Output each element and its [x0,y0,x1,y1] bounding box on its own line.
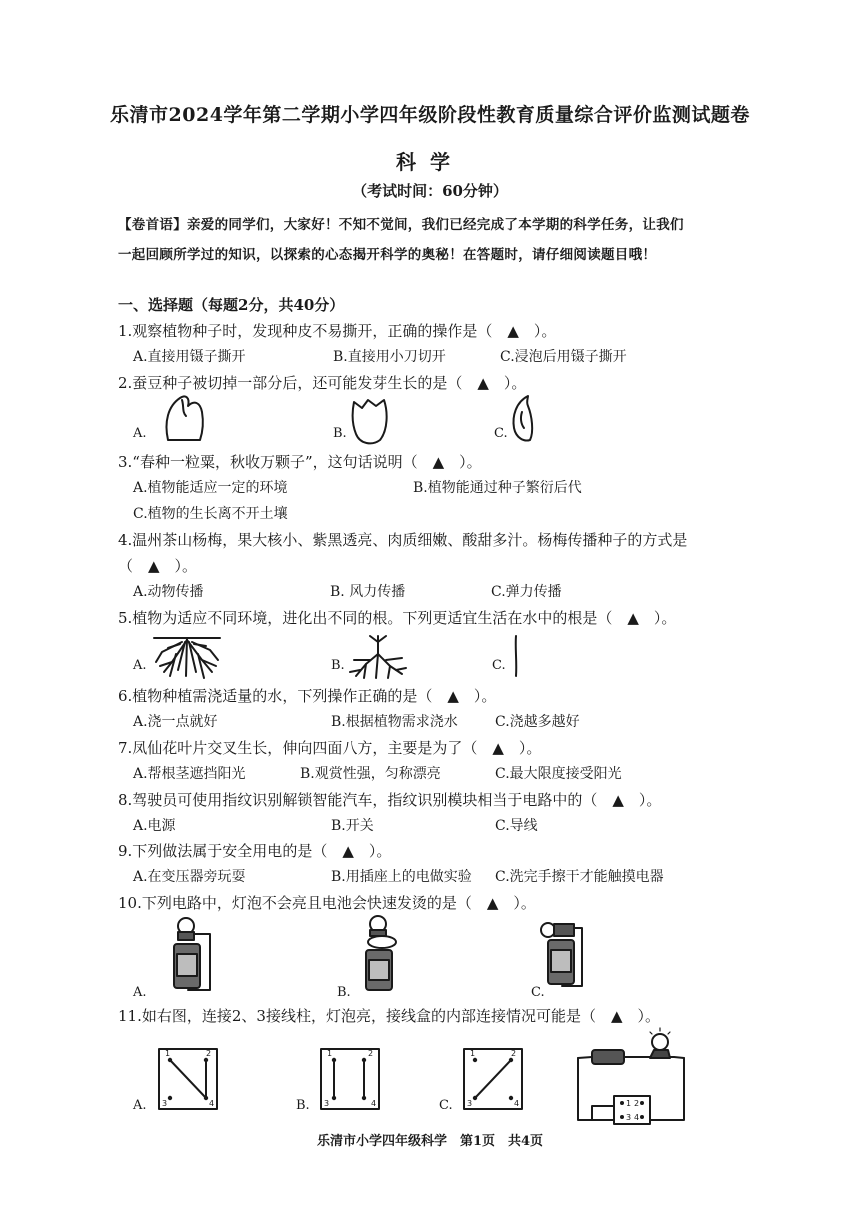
question-10-stem: 10.下列电路中，灯泡不会亮且电池会快速发烫的是（ ▲ ）。 [118,894,536,912]
page-footer: 乐清市小学四年级科学 第1页 共4页 [316,1134,544,1149]
circuit-b-image [358,914,408,994]
question-1-option-a: A.直接用镊子撕开 [133,349,246,365]
junction-box-a-image [158,1048,218,1110]
terminal-3-label: 3 [162,1099,168,1108]
question-11-stem: 11.如右图，连接2、3接线柱，灯泡亮，接线盒的内部连接情况可能是（ ▲ ）。 [118,1007,660,1025]
question-1-option-c: C.浸泡后用镊子撕开 [500,349,627,365]
question-7-option-c: C.最大限度接受阳光 [495,766,622,782]
question-8-option-a: A.电源 [133,818,176,834]
question-4-option-a: A.动物传播 [133,584,204,600]
circuit-c-image [538,914,588,994]
question-10-option-b: B. [337,985,351,1000]
terminal-4-label: 4 [634,1113,640,1122]
terminal-3-label: 3 [324,1099,330,1108]
question-8-stem: 8.驾驶员可使用指纹识别解锁智能汽车，指纹识别模块相当于电路中的（ ▲ ）。 [118,791,662,809]
terminal-4-label: 4 [514,1099,520,1108]
question-4-option-c: C.弹力传播 [491,584,562,600]
question-7-stem: 7.凤仙花叶片交叉生长，伸向四面八方，主要是为了（ ▲ ）。 [118,739,542,757]
question-10-option-a: A. [133,985,147,1000]
terminal-1-label: 1 [470,1049,476,1058]
subject-title: 科学 [396,150,464,174]
terminal-4-label: 4 [371,1099,377,1108]
question-5-option-a: A. [133,658,147,673]
seed-c-image [508,392,538,446]
question-2-option-c: C. [494,426,508,441]
terminal-1-label: 1 [626,1099,632,1108]
question-3-option-a: A.植物能适应一定的环境 [133,480,288,496]
intro-line-2: 一起回顾所学过的知识，以探索的心态揭开科学的奥秘！在答题时，请仔细阅读题目哦！ [118,247,657,263]
terminal-1-label: 1 [165,1049,171,1058]
question-6-option-b: B.根据植物需求浇水 [331,714,458,730]
question-9-option-b: B.用插座上的电做实验 [331,869,472,885]
section-heading: 一、选择题（每题2分，共40分） [118,296,345,314]
question-1-option-b: B.直接用小刀切开 [333,349,446,365]
question-7-option-a: A.帮根茎遮挡阳光 [133,766,246,782]
terminal-3-label: 3 [626,1113,632,1122]
terminal-2-label: 2 [206,1049,212,1058]
circuit-a-image [168,914,218,994]
question-6-option-a: A.浇一点就好 [133,714,218,730]
question-7-option-b: B.观赏性强，匀称漂亮 [300,766,441,782]
question-3-option-c: C.植物的生长离不开土壤 [133,506,288,522]
question-4-stem: 4.温州茶山杨梅，果大核小、紫黑透亮、肉质细嫩、酸甜多汁。杨梅传播种子的方式是 [118,531,688,549]
junction-box-b-image [320,1048,380,1110]
junction-box-c-image [463,1048,523,1110]
exam-time: （考试时间：60分钟） [352,182,508,200]
intro-line-1: 【卷首语】亲爱的同学们，大家好！不知不觉间，我们已经完成了本学期的科学任务，让我们 [118,217,684,233]
question-6-stem: 6.植物种植需浇适量的水，下列操作正确的是（ ▲ ）。 [118,687,497,705]
reference-circuit-image [574,1026,690,1124]
question-5-option-c: C. [492,658,506,673]
straight-root-image [510,634,522,678]
terminal-1-label: 1 [327,1049,333,1058]
question-1-stem: 1.观察植物种子时，发现种皮不易撕开，正确的操作是（ ▲ ）。 [118,322,557,340]
question-9-option-c: C.洗完手擦干才能触摸电器 [495,869,664,885]
terminal-2-label: 2 [368,1049,374,1058]
seed-b-image [350,396,390,446]
question-9-stem: 9.下列做法属于安全用电的是（ ▲ ）。 [118,842,392,860]
question-11-option-b: B. [296,1098,310,1113]
question-10-option-c: C. [531,985,545,1000]
question-3-option-b: B.植物能通过种子繁衍后代 [413,480,582,496]
question-3-stem: 3.“春种一粒粟，秋收万颗子”，这句话说明（ ▲ ）。 [118,453,482,471]
terminal-2-label: 2 [511,1049,517,1058]
question-11-option-a: A. [133,1098,147,1113]
question-11-option-c: C. [439,1098,453,1113]
question-2-option-a: A. [133,426,147,441]
question-8-option-c: C.导线 [495,818,538,834]
exam-title: 乐清市2024学年第二学期小学四年级阶段性教育质量综合评价监测试题卷 [110,104,750,126]
seed-a-image [160,392,210,444]
question-5-stem: 5.植物为适应不同环境，进化出不同的根。下列更适宜生活在水中的根是（ ▲ ）。 [118,609,677,627]
question-4-option-b: B. 风力传播 [330,584,406,600]
question-8-option-b: B.开关 [331,818,374,834]
fibrous-root-image [152,632,222,680]
question-2-option-b: B. [333,426,347,441]
question-2-stem: 2.蚕豆种子被切掉一部分后，还可能发芽生长的是（ ▲ ）。 [118,374,527,392]
question-5-option-b: B. [331,658,345,673]
terminal-3-label: 3 [467,1099,473,1108]
question-4-stem-cont: （ ▲ ）。 [118,557,198,575]
terminal-2-label: 2 [634,1099,640,1108]
question-6-option-c: C.浇越多越好 [495,714,580,730]
terminal-4-label: 4 [209,1099,215,1108]
question-9-option-a: A.在变压器旁玩耍 [133,869,246,885]
branching-root-image [348,634,408,680]
